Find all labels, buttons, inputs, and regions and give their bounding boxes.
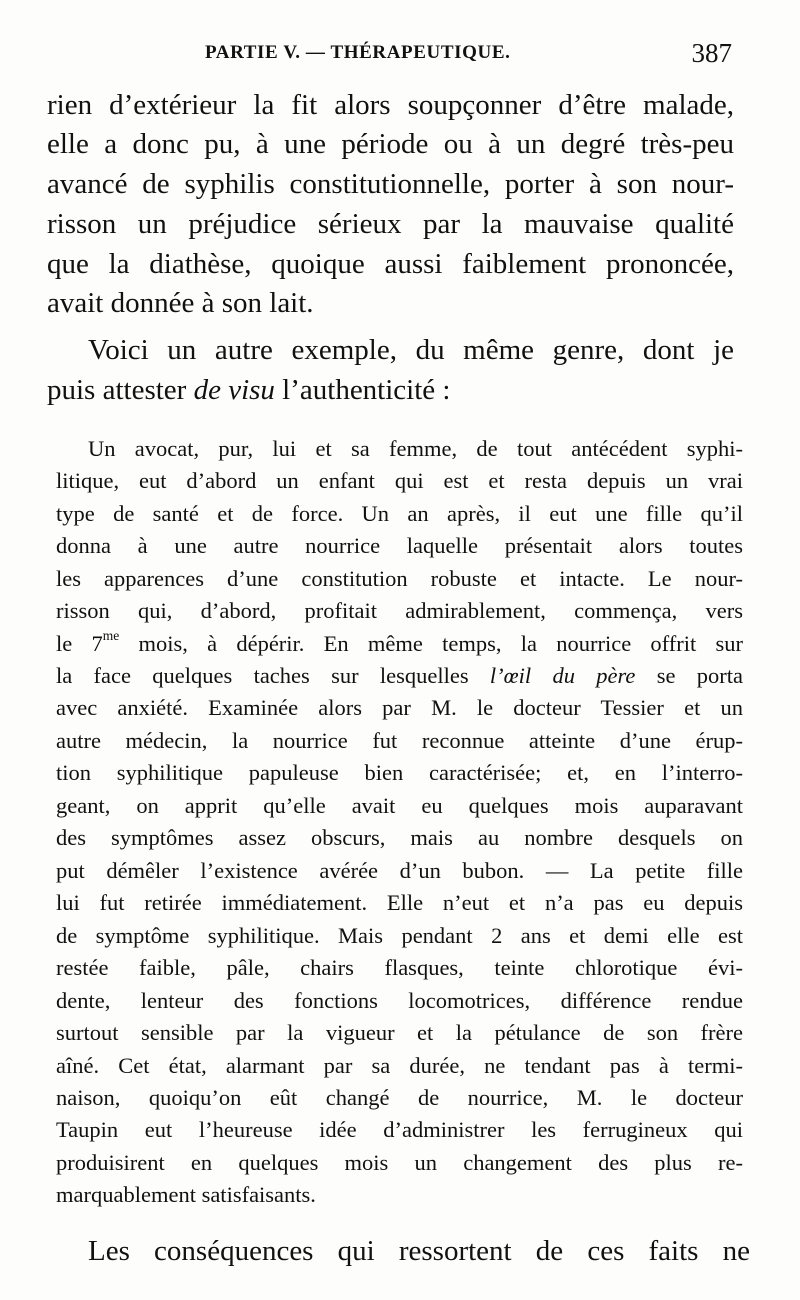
body-line: elle a donc pu, à une période ou à un degré très-peu <box>47 128 734 160</box>
quote-line: Taupin eut l’heureuse idée d’administrer les ferrugineux qui <box>56 1117 743 1142</box>
body-line: avancé de syphilis constitutionnelle, porter à son nour- <box>47 168 734 200</box>
body-line <box>47 371 450 409</box>
quote-line: dente, lenteur des fonctions locomotrices, différence rendue <box>56 988 743 1013</box>
quote-line: Un avocat, pur, lui et sa femme, de tout antécédent syphi- <box>88 436 743 461</box>
italic-phrase: de visu <box>193 374 275 406</box>
superscript: me <box>102 628 120 644</box>
quote-line <box>56 660 743 691</box>
body-text: l’authenticité : <box>274 374 451 406</box>
quote-line: marquablement satisfaisants. <box>56 1182 316 1207</box>
running-head-title: PARTIE V. — THÉRAPEUTIQUE. <box>205 42 511 63</box>
quote-text: le 7 <box>56 631 103 656</box>
body-line: Les conséquences qui ressortent de ces faits ne <box>88 1235 750 1267</box>
quote-line: surtout sensible par la vigueur et la pétulance de son frère <box>56 1020 743 1045</box>
body-line: Voici un autre exemple, du même genre, dont je <box>88 334 734 366</box>
quote-text: mois, à dépérir. En même temps, la nourrice offrit sur <box>119 631 743 656</box>
body-line: rien d’extérieur la fit alors soupçonner d’être malade, <box>47 89 734 121</box>
quote-line: aîné. Cet état, alarmant par sa durée, ne tendant pas à termi- <box>56 1053 743 1078</box>
quote-line: avec anxiété. Examinée alors par M. le docteur Tessier et un <box>56 695 743 720</box>
page-number: 387 <box>691 38 732 68</box>
body-line: que la diathèse, quoique aussi faiblement prononcée, <box>47 248 734 280</box>
quote-line: donna à une autre nourrice laquelle présentait alors toutes <box>56 533 743 558</box>
quote-line: de symptôme syphilitique. Mais pendant 2 ans et demi elle est <box>56 923 743 948</box>
quote-line: restée faible, pâle, chairs flasques, teinte chlorotique évi- <box>56 955 743 980</box>
body-text: puis attester <box>47 374 194 406</box>
quote-line: les apparences d’une constitution robuste et intacte. Le nour- <box>56 566 743 591</box>
quote-line: risson qui, d’abord, profitait admirablement, commença, vers <box>56 598 743 623</box>
quote-line: tion syphilitique papuleuse bien caractérisée; et, en l’interro- <box>56 760 743 785</box>
quote-line: type de santé et de force. Un an après, il eut une fille qu’il <box>56 501 743 526</box>
quote-line <box>56 628 743 659</box>
italic-phrase: l’œil du père <box>489 663 636 688</box>
quote-line: naison, quoiqu’on eût changé de nourrice, M. le docteur <box>56 1085 743 1110</box>
quote-line: put démêler l’existence avérée d’un bubon. — La petite fille <box>56 858 743 883</box>
quote-text: se porta <box>635 663 743 688</box>
running-head <box>205 40 740 80</box>
quote-line: des symptômes assez obscurs, mais au nombre desquels on <box>56 825 743 850</box>
quote-line: autre médecin, la nourrice fut reconnue atteinte d’une érup- <box>56 728 743 753</box>
quote-line: litique, eut d’abord un enfant qui est et resta depuis un vrai <box>56 468 743 493</box>
quote-line: lui fut retirée immédiatement. Elle n’eut et n’a pas eu depuis <box>56 890 743 915</box>
body-line: risson un préjudice sérieux par la mauvaise qualité <box>47 208 734 240</box>
body-line: avait donnée à son lait. <box>47 287 314 319</box>
quote-line: produisirent en quelques mois un changement des plus re- <box>56 1150 743 1175</box>
quote-line: geant, on apprit qu’elle avait eu quelques mois auparavant <box>56 793 743 818</box>
quote-text: la face quelques taches sur lesquelles <box>56 663 490 688</box>
